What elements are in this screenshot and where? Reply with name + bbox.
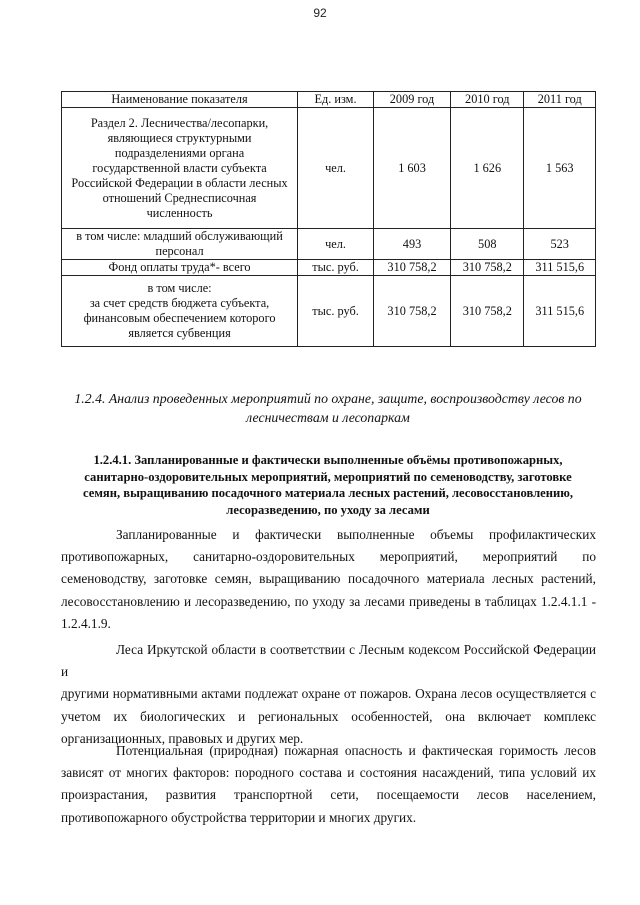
header-2010: 2010 год bbox=[451, 92, 524, 108]
header-unit: Ед. изм. bbox=[298, 92, 374, 108]
table-row bbox=[62, 108, 596, 229]
indicator-name-cell: в том числе: младший обслуживающий персонал bbox=[62, 229, 298, 260]
unit-cell: тыс. руб. bbox=[298, 276, 374, 347]
table-row bbox=[62, 276, 596, 347]
section-heading: 1.2.4. Анализ проведенных мероприятий по охране, защите, воспроизводству лесов по лесничествам и лесопаркам bbox=[74, 391, 582, 425]
subsection-heading: 1.2.4.1. Запланированные и фактически выполненные объёмы противопожарных, санитарно-оздоровительных мероприятий, мероприятий по семеноводству, заготовке семян, выращиванию посадочного материала лесных растений, лесовосстановлению, лесоразведению, по уходу за лесами bbox=[82, 453, 574, 517]
value-2009-cell: 310 758,2 bbox=[373, 260, 450, 276]
table-row bbox=[62, 229, 596, 260]
header-2011: 2011 год bbox=[524, 92, 596, 108]
value-2010-cell: 310 758,2 bbox=[451, 276, 524, 347]
value-2011-cell: 523 bbox=[524, 229, 596, 260]
unit-cell: чел. bbox=[298, 108, 374, 229]
value-2010-cell: 508 bbox=[451, 229, 524, 260]
paragraph-planned-volumes: Запланированные и фактически выполненные объемы профилактических противопожарных, санитарно-оздоровительных мероприятий, мероприятий по семеноводству, заготовке семян, выращиванию посадочного материала лесных растений, лесовосстановлению и лесоразведению, по уходу за лесами приведены в таблицах 1.2.4.1.1 - 1.2.4.1.9. bbox=[61, 527, 596, 631]
value-2010-cell: 310 758,2 bbox=[451, 260, 524, 276]
unit-cell: тыс. руб. bbox=[298, 260, 374, 276]
header-2009: 2009 год bbox=[373, 92, 450, 108]
table-header-row bbox=[62, 92, 596, 108]
paragraph-forest-protection: Леса Иркутской области в соответствии с Лесным кодексом Российской Федерации и другими нормативными актами подлежат охране от пожаров. Охрана лесов осуществляется с учетом их биологических и региональных особенностей, она включает комплекс организационных, правовых и других мер. bbox=[61, 642, 596, 746]
indicator-name-cell: в том числе: за счет средств бюджета субъекта, финансовым обеспечением которого является субвенция bbox=[62, 276, 298, 347]
table-row bbox=[62, 260, 596, 276]
indicator-name-cell: Фонд оплаты труда*- всего bbox=[62, 260, 298, 276]
header-indicator-name: Наименование показателя bbox=[62, 92, 298, 108]
paragraph-fire-danger: Потенциальная (природная) пожарная опасность и фактическая горимость лесов зависят от многих факторов: породного состава и состояния насаждений, типа условий их произрастания, развития транспортной сети, посещаемости лесов населением, противопожарного обустройства территории и многих других. bbox=[61, 743, 596, 825]
unit-cell: чел. bbox=[298, 229, 374, 260]
value-2011-cell: 1 563 bbox=[524, 108, 596, 229]
value-2011-cell: 311 515,6 bbox=[524, 260, 596, 276]
value-2009-cell: 310 758,2 bbox=[373, 276, 450, 347]
indicator-name-cell: Раздел 2. Лесничества/лесопарки, являющиеся структурными подразделениями органа государственной власти субъекта Российской Федерации в области лесных отношений Среднесписочная численность bbox=[62, 108, 298, 229]
value-2009-cell: 1 603 bbox=[373, 108, 450, 229]
value-2011-cell: 311 515,6 bbox=[524, 276, 596, 347]
page-number: 92 bbox=[313, 6, 327, 20]
value-2009-cell: 493 bbox=[373, 229, 450, 260]
value-2010-cell: 1 626 bbox=[451, 108, 524, 229]
indicators-table bbox=[61, 91, 596, 347]
